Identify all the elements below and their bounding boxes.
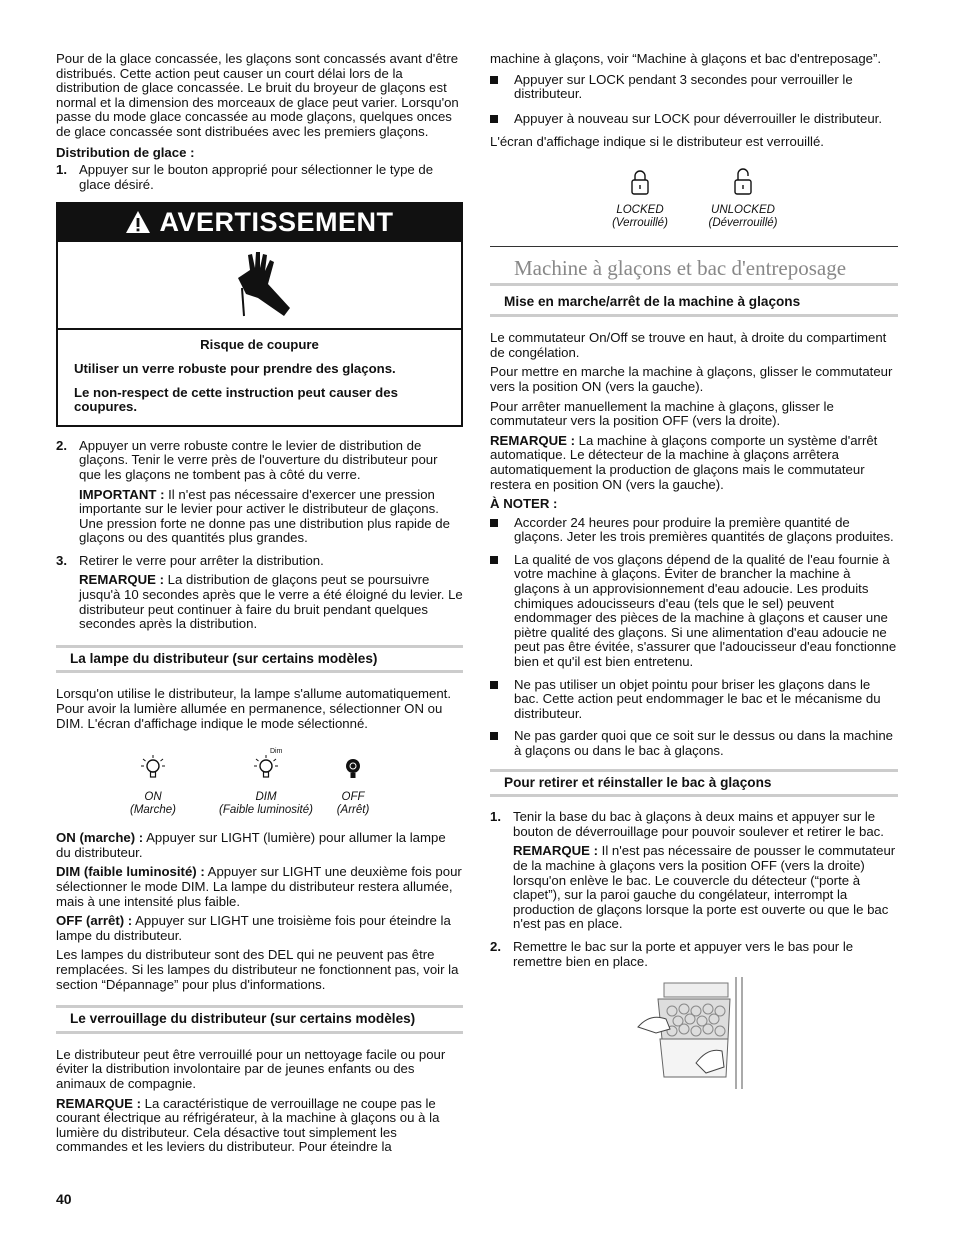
- step-number: 2.: [56, 437, 67, 453]
- page-number: 40: [56, 1191, 72, 1207]
- warning-title: AVERTISSEMENT: [159, 207, 394, 238]
- step-number: 1.: [490, 809, 501, 825]
- section-title: Machine à glaçons et bac d'entreposage: [490, 246, 898, 286]
- lamp-dim-label: DIM: [255, 791, 277, 804]
- note-bullet-3: [490, 678, 898, 722]
- lamp-icons: [56, 748, 463, 817]
- dim-mode-label: DIM (faible luminosité) :: [56, 864, 205, 880]
- lock-locked: [600, 168, 680, 230]
- step-number: 1.: [56, 162, 67, 178]
- important-note: [79, 488, 463, 546]
- step-3: [56, 554, 463, 569]
- lamp-on-label-fr: (Marche): [129, 804, 176, 817]
- lock-closed-icon: [629, 168, 651, 196]
- lamp-on: [112, 753, 194, 817]
- step-text: Remettre le bac sur la porte et appuyer vers le bas pour le remettre bien en place.: [513, 938, 854, 969]
- warning-header: [58, 204, 461, 240]
- bullet-icon: [490, 519, 498, 527]
- ice-bin-illustration: [636, 977, 898, 1093]
- lamp-dim-label-fr: (Faible luminosité): [219, 804, 313, 817]
- bulb-off-icon: [338, 753, 368, 783]
- unlocked-label-fr: (Déverrouillé): [708, 216, 778, 229]
- bullet-icon: [490, 732, 498, 740]
- remark-label: REMARQUE :: [79, 572, 164, 588]
- important-label: IMPORTANT :: [79, 486, 165, 502]
- dim-mode-text: [56, 865, 463, 909]
- lock-intro: Le distributeur peut être verrouillé pour un nettoyage facile ou pour éviter la distribution involontaire par de jeunes enfants ou des animaux de compagnie.: [56, 1046, 446, 1091]
- step-2: [56, 439, 463, 483]
- lock-remark: [56, 1097, 463, 1155]
- lock-unlocked: [698, 168, 788, 230]
- warning-triangle-icon: [125, 210, 151, 234]
- lamp-intro: Lorsqu'on utilise le distributeur, la lampe s'allume automatiquement. Pour avoir la lumière allumée en permanence, sélectionner ON ou DIM. L'écran d'affichage indique le mode sélectionné.: [56, 686, 452, 731]
- unlocked-label: UNLOCKED: [711, 203, 775, 216]
- right-column: [490, 52, 898, 1093]
- bullet-text: Ne pas utiliser un objet pointu pour briser les glaçons dans le bac. Cette action peut endommager le bac et le mécanisme du distributeur.: [514, 676, 881, 721]
- step-number: 3.: [56, 552, 67, 568]
- step-number: 2.: [490, 938, 501, 954]
- step-text: Appuyer sur le bouton approprié pour sélectionner le type de glace désiré.: [79, 162, 434, 192]
- remark-label: REMARQUE :: [490, 432, 575, 448]
- bulb-on-icon: [138, 753, 168, 783]
- note-bullet-1: [490, 516, 898, 545]
- lamp-dim: [211, 748, 321, 817]
- on-mode-desc: Appuyer sur LIGHT (lumière) pour allumer la lampe du distributeur.: [56, 830, 446, 860]
- note-bullet-2: [490, 553, 898, 670]
- step-text: Tenir la base du bac à glaçons à deux mains et appuyer sur le bouton de déverrouillage pour pouvoir soulever et retirer le bac.: [513, 809, 884, 839]
- off-mode-desc: Appuyer sur LIGHT une troisième fois pour éteindre la lampe du distributeur.: [56, 913, 451, 943]
- dim-mode-desc: Appuyer sur LIGHT une deuxième fois pour sélectionner le mode DIM. La lampe du distributeur restera allumée, mais à une intensité plus faible.: [56, 864, 462, 909]
- bullet-text: Accorder 24 heures pour produire la première quantité de glaçons. Jeter les trois premières quantités de glaçons produites.: [514, 514, 894, 545]
- bullet-icon: [490, 115, 498, 123]
- step-text: Appuyer un verre robuste contre le levier de distribution de glaçons. Tenir le verre près de l'ouverture du distributeur pour que les glaçons ne tombent pas à côté du verre.: [79, 437, 438, 482]
- warning-text: [58, 330, 461, 424]
- locked-label: LOCKED: [616, 203, 664, 216]
- important-text: Il n'est pas nécessaire d'exercer une pression importante sur le levier pour activer le distributeur de glaçons. Une pression forte ne donne pas une distribution plus rapide de glaçons ou des quantités plus grandes.: [79, 486, 450, 546]
- bullet-text: Appuyer à nouveau sur LOCK pour déverrouiller le distributeur.: [514, 110, 882, 126]
- bin-remark: [513, 844, 898, 932]
- bullet-icon: [490, 681, 498, 689]
- remark-label: REMARQUE :: [56, 1095, 141, 1111]
- note-heading: À NOTER :: [490, 496, 558, 512]
- remark-text: Il n'est pas nécessaire de pousser le commutateur de la machine à glaçons vers la position OFF (vers la droite) lorsqu'on enlève le bac. Le couvercle du détecteur (“porte à clapet”), sur la paroi gauche du congélateur, interrompt la production de glaçons lorsque la porte est ouverte ou que le bac n'est pas en place.: [513, 843, 896, 932]
- dim-tag: Dim: [270, 748, 283, 756]
- bin-step-1: [490, 810, 898, 839]
- note-bullet-4: [490, 729, 898, 758]
- off-mode-text: [56, 914, 463, 943]
- lock-bullet-2: [490, 112, 898, 127]
- cut-hand-icon: [238, 252, 290, 316]
- remark-note: [79, 573, 463, 631]
- bullet-text: La qualité de vos glaçons dépend de la qualité de l'eau fournie à votre machine à glaçons. Éviter de brancher la machine à glaçons à un approvisionnement d'eau adoucie. Les produits chimiques adoucisseurs d'eau (tels que le sel) peuvent endommager des pièces de la machine à glaçons et causer une piètre qualité des glaçons. Si une alimentation d'eau adoucie ne peut pas être évitée, s'assurer que l'adoucisseur d'eau fonctionne bien et qu'il est bien entretenu.: [514, 551, 897, 670]
- bullet-icon: [490, 76, 498, 84]
- bullet-text: Ne pas garder quoi que ce soit sur le dessus ou dans la machine à glaçons ou dans le bac à glaçons.: [514, 728, 893, 758]
- onoff-heading: Mise en marche/arrêt de la machine à glaçons: [490, 286, 898, 318]
- onoff-para-3: Pour arrêter manuellement la machine à glaçons, glisser le commutateur vers la position OFF (vers la droite).: [490, 398, 834, 429]
- step-text: Retirer le verre pour arrêter la distribution.: [79, 552, 324, 568]
- onoff-para-1: Le commutateur On/Off se trouve en haut, à droite du compartiment de congélation.: [490, 330, 887, 360]
- warning-line-2: Le non-respect de cette instruction peut causer des coupures.: [74, 384, 398, 415]
- led-text: Les lampes du distributeur sont des DEL qui ne peuvent pas être remplacées. Si les lampes du distributeur ne fonctionnent pas, voir la section “Dépannage” pour plus d'informations.: [56, 947, 459, 992]
- lamp-section-heading: La lampe du distributeur (sur certains modèles): [56, 645, 463, 674]
- bullet-text: Appuyer sur LOCK pendant 3 secondes pour verrouiller le distributeur.: [514, 71, 853, 102]
- bullet-icon: [490, 556, 498, 564]
- remark-text: La distribution de glaçons peut se poursuivre jusqu'à 10 secondes après que le verre a été éloigné du levier. Le distributeur peut continuer à faire du bruit pendant quelques secondes après la distribution.: [79, 572, 463, 632]
- bin-heading: Pour retirer et réinstaller le bac à glaçons: [490, 769, 898, 798]
- on-mode-label: ON (marche) :: [56, 830, 144, 846]
- remark-text: La machine à glaçons comporte un système d'arrêt automatique. Le détecteur de la machine à glaçons arrêtera automatiquement la production de glaçons mais le commutateur restera en position ON (vers la gauche).: [490, 432, 878, 492]
- lamp-off-label-fr: (Arrêt): [336, 804, 370, 817]
- lock-icons: [490, 168, 898, 230]
- lamp-on-label: ON: [144, 791, 162, 804]
- step-1: [56, 163, 463, 192]
- left-column: [56, 52, 463, 1160]
- locked-label-fr: (Verrouillé): [612, 216, 668, 229]
- lock-bullet-1: [490, 73, 898, 102]
- onoff-para-2: Pour mettre en marche la machine à glaçons, glisser le commutateur vers la position ON (vers la gauche).: [490, 364, 893, 394]
- remark-label: REMARQUE :: [513, 843, 598, 859]
- warning-box: [56, 202, 463, 426]
- remark-text: La caractéristique de verrouillage ne coupe pas le courant électrique au réfrigérateur, à la machine à glaçons ou à la lumière du distributeur. Cela désactive tout simplement les commandes et les leviers du distributeur. Pour éteindre la: [56, 1095, 440, 1155]
- warning-line-1: Utiliser un verre robuste pour prendre des glaçons.: [74, 360, 396, 376]
- warning-risk: Risque de coupure: [200, 337, 319, 353]
- auto-stop-remark: [490, 434, 898, 492]
- dispensing-heading: Distribution de glace :: [56, 144, 195, 160]
- lock-display-text: L'écran d'affichage indique si le distributeur est verrouillé.: [490, 134, 824, 150]
- lock-open-icon: [732, 168, 754, 196]
- lock-continued: machine à glaçons, voir “Machine à glaçons et bac d'entreposage”.: [490, 51, 882, 66]
- crushed-ice-intro: Pour de la glace concassée, les glaçons sont concassés avant d'être distribués. Cette action peut causer un court délai lors de la distribution de glace concassée. Le bruit du broyeur de glaçons est normal et la dimension des morceaux de glace peut varier. Lorsqu'on passe du mode glace concassée au mode glaçons, quelques onces de glace concassée sont distribuées avec les premiers glaçons.: [56, 51, 459, 139]
- lock-section-heading: Le verrouillage du distributeur (sur certains modèles): [56, 1005, 463, 1034]
- lamp-off-label: OFF: [341, 791, 365, 804]
- warning-pictogram: [58, 240, 461, 330]
- on-mode-text: [56, 831, 463, 860]
- off-mode-label: OFF (arrêt) :: [56, 913, 133, 929]
- bin-step-2: [490, 940, 898, 969]
- lamp-off: [323, 753, 383, 817]
